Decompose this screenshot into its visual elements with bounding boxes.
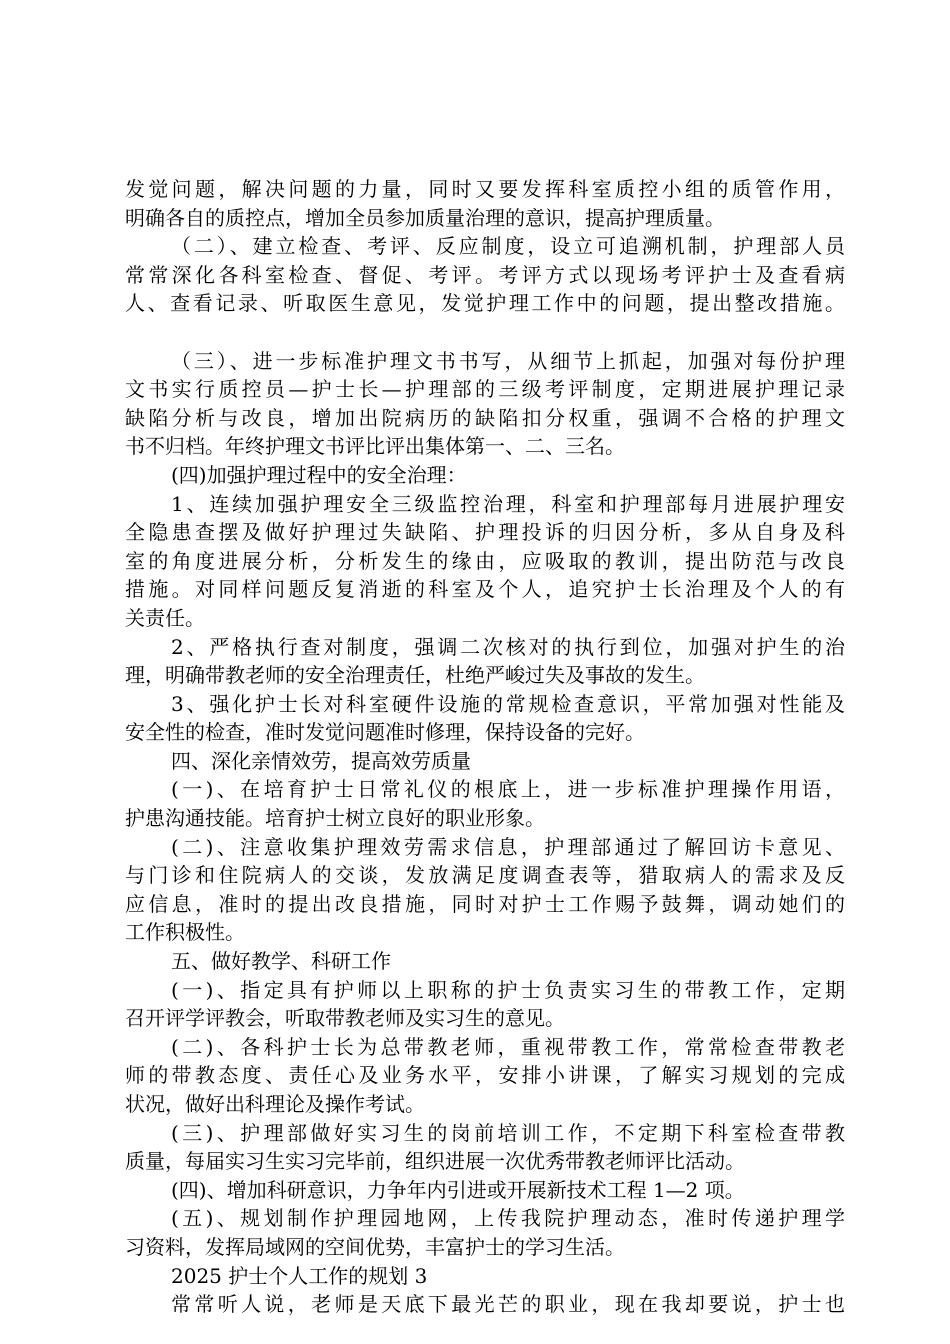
text-line: 人、查看记录、听取医生意见，发觉护理工作中的问题，提出整改措施。 <box>125 291 845 316</box>
text-line: 3、强化护士长对科室硬件设施的常规检查意识，平常加强对性能及 <box>171 691 845 716</box>
text-line: 师的带教态度、责任心及业务水平，安排小讲课，了解实习规划的完成 <box>125 1063 845 1088</box>
text-line: (一)、指定具有护师以上职称的护士负责实习生的带教工作，定期 <box>171 977 845 1002</box>
text-line: 明确各自的质控点，增加全员参加质量治理的意识，提高护理质量。 <box>125 205 725 230</box>
text-line: 与门诊和住院病人的交谈，发放满足度调查表等，猎取病人的需求及反 <box>125 863 845 888</box>
text-line: 室的角度进展分析，分析发生的缘由，应吸取的教训，提出防范与改良 <box>125 548 845 573</box>
text-line: 工作积极性。 <box>125 920 245 945</box>
text-line: 应信息，准时的提出改良措施，同时对护士工作赐予鼓舞，调动她们的 <box>125 891 845 916</box>
text-line: 关责任。 <box>125 605 205 630</box>
text-line: （三）、进一步标准护理文书书写，从细节上抓起，加强对每份护理 <box>171 348 845 373</box>
text-line: (二)、各科护士长为总带教老师，重视带教工作，常常检查带教老 <box>171 1034 845 1059</box>
text-line: (一)、在培育护士日常礼仪的根底上，进一步标准护理操作用语， <box>171 777 845 802</box>
text-line: 安全性的检查，准时发觉问题准时修理，保持设备的完好。 <box>125 720 645 745</box>
text-line: 2025 护士个人工作的规划 3 <box>171 1263 428 1288</box>
text-line: (二)、注意收集护理效劳需求信息，护理部通过了解回访卡意见、 <box>171 834 845 859</box>
text-line: (四)、增加科研意识，力争年内引进或开展新技术工程 1—2 项。 <box>171 1177 745 1202</box>
text-line: 护患沟通技能。培育护士树立良好的职业形象。 <box>125 806 545 831</box>
text-line: 常常深化各科室检查、督促、考评。考评方式以现场考评护士及查看病 <box>125 262 845 287</box>
text-line: 措施。对同样问题反复消逝的科室及个人，追究护士长治理及个人的有 <box>125 577 845 602</box>
text-line: 理，明确带教老师的安全治理责任，杜绝严峻过失及事故的发生。 <box>125 663 705 688</box>
text-line: 五、做好教学、科研工作 <box>171 949 391 974</box>
text-line: （二）、建立检查、考评、反应制度，设立可追溯机制，护理部人员 <box>171 234 845 259</box>
text-line: 召开评学评教会，听取带教老师及实习生的意见。 <box>125 1006 565 1031</box>
text-line: 2、严格执行查对制度，强调二次核对的执行到位，加强对护生的治 <box>171 634 845 659</box>
text-line: 书不归档。年终护理文书评比评出集体第一、二、三名。 <box>125 434 625 459</box>
text-line: 1、连续加强护理安全三级监控治理，科室和护理部每月进展护理安 <box>171 491 845 516</box>
blank-line <box>125 318 845 347</box>
text-line: 常常听人说，老师是天底下最光芒的职业，现在我却要说，护士也 <box>171 1292 845 1317</box>
text-line: 全隐患查摆及做好护理过失缺陷、护理投诉的归因分析，多从自身及科 <box>125 520 845 545</box>
text-line: 质量，每届实习生实习完毕前，组织进展一次优秀带教老师评比活动。 <box>125 1149 745 1174</box>
text-line: (三)、护理部做好实习生的岗前培训工作，不定期下科室检查带教 <box>171 1120 845 1145</box>
text-line: 缺陷分析与改良，增加出院病历的缺陷扣分权重，强调不合格的护理文 <box>125 405 845 430</box>
document-body <box>125 175 845 1319</box>
text-line: 状况，做好出科理论及操作考试。 <box>125 1092 425 1116</box>
text-line: 四、深化亲情效劳，提高效劳质量 <box>171 748 471 773</box>
text-line: 习资料，发挥局域网的空间优势，丰富护士的学习生活。 <box>125 1234 625 1259</box>
text-line: 发觉问题，解决问题的力量，同时又要发挥科室质控小组的质管作用， <box>125 177 845 201</box>
text-line: 文书实行质控员—护士长—护理部的三级考评制度，定期进展护理记录 <box>125 377 845 402</box>
text-line: (五)、规划制作护理园地网，上传我院护理动态，准时传递护理学 <box>171 1206 845 1231</box>
text-line: (四)加强护理过程中的安全治理： <box>171 462 467 487</box>
